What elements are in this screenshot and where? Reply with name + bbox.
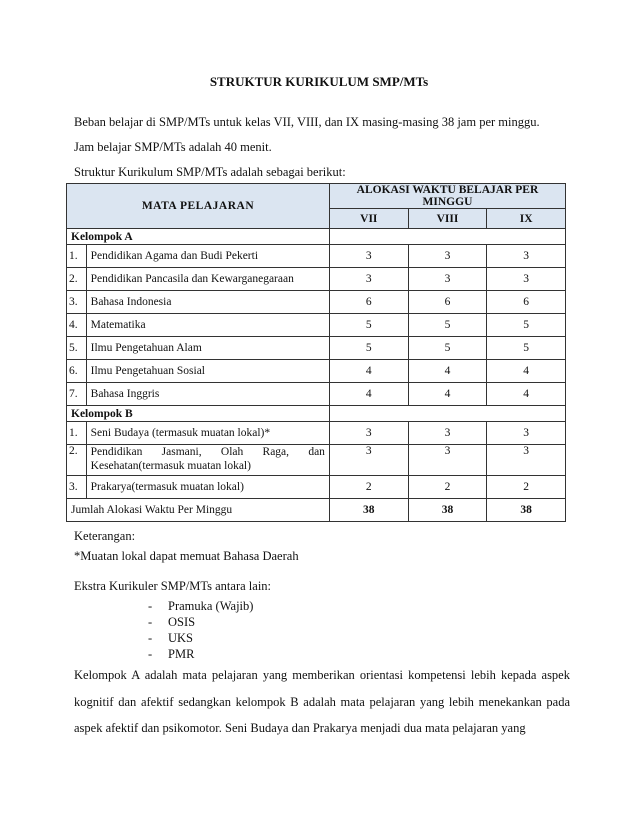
row-number: 3. xyxy=(67,476,87,499)
row-number: 1. xyxy=(67,422,87,445)
value-vii: 6 xyxy=(329,291,408,314)
ekstra-item: UKS xyxy=(168,631,194,645)
document-title: STRUKTUR KURIKULUM SMP/MTs xyxy=(209,74,429,89)
list-item: - UKS xyxy=(148,631,194,645)
intro-paragraph xyxy=(74,110,569,160)
table-row xyxy=(67,360,566,383)
value-viii: 4 xyxy=(408,383,487,406)
notes-section xyxy=(74,526,299,566)
ekstra-item: Pramuka (Wajib) xyxy=(168,599,254,613)
value-viii: 6 xyxy=(408,291,487,314)
header-grade-viii: VIII xyxy=(408,209,487,229)
value-viii: 3 xyxy=(408,422,487,445)
structure-intro: Struktur Kurikulum SMP/MTs adalah sebagai berikut: xyxy=(74,165,346,179)
total-label: Jumlah Alokasi Waktu Per Minggu xyxy=(67,499,330,522)
row-number: 7. xyxy=(67,383,87,406)
value-ix: 4 xyxy=(487,383,566,406)
table-row xyxy=(67,445,566,476)
header-allocation: ALOKASI WAKTU BELAJAR PER MINGGU xyxy=(329,184,565,209)
ekstra-intro: Ekstra Kurikuler SMP/MTs antara lain: xyxy=(74,579,272,593)
value-ix: 2 xyxy=(487,476,566,499)
row-number: 2. xyxy=(67,445,87,476)
curriculum-table xyxy=(66,183,566,522)
subject-name: Prakarya(termasuk muatan lokal) xyxy=(86,476,329,499)
value-ix: 3 xyxy=(487,422,566,445)
row-number: 4. xyxy=(67,314,87,337)
total-ix: 38 xyxy=(487,499,566,522)
group-a-label: Kelompok A xyxy=(67,229,330,245)
value-ix: 3 xyxy=(487,445,566,476)
table-row xyxy=(67,291,566,314)
row-number: 5. xyxy=(67,337,87,360)
table-row xyxy=(67,314,566,337)
value-viii: 3 xyxy=(408,268,487,291)
group-b-label: Kelompok B xyxy=(67,406,330,422)
row-number: 6. xyxy=(67,360,87,383)
row-number: 3. xyxy=(67,291,87,314)
value-viii: 2 xyxy=(408,476,487,499)
value-viii: 3 xyxy=(408,245,487,268)
ekstra-item: PMR xyxy=(168,647,195,661)
value-ix: 6 xyxy=(487,291,566,314)
notes-text: *Muatan lokal dapat memuat Bahasa Daerah xyxy=(74,549,299,563)
value-vii: 4 xyxy=(329,383,408,406)
total-row xyxy=(67,499,566,522)
value-viii: 4 xyxy=(408,360,487,383)
total-vii: 38 xyxy=(329,499,408,522)
ekstra-list xyxy=(148,598,253,662)
table-row xyxy=(67,268,566,291)
table-row xyxy=(67,383,566,406)
value-vii: 3 xyxy=(329,268,408,291)
value-viii: 3 xyxy=(408,445,487,476)
closing-paragraph: Kelompok A adalah mata pelajaran yang memberikan orientasi kompetensi lebih kepada aspek kognitif dan afektif sedangkan kelompok B adalah mata pelajaran yang lebih menekankan pada aspek afektif dan psikomotor. Seni Budaya dan Prakarya menjadi dua mata pelajaran yang xyxy=(74,668,570,735)
value-vii: 3 xyxy=(329,445,408,476)
intro-line-1: Beban belajar di SMP/MTs untuk kelas VII, VIII, dan IX masing-masing 38 jam per minggu. xyxy=(74,115,540,129)
value-vii: 3 xyxy=(329,245,408,268)
subject-name: Pendidikan Jasmani, Olah Raga, dan Kesehatan(termasuk muatan lokal) xyxy=(86,445,329,476)
value-ix: 3 xyxy=(487,268,566,291)
value-vii: 5 xyxy=(329,314,408,337)
value-ix: 4 xyxy=(487,360,566,383)
header-grade-ix: IX xyxy=(487,209,566,229)
table-row xyxy=(67,476,566,499)
table-row xyxy=(67,422,566,445)
value-vii: 5 xyxy=(329,337,408,360)
row-number: 1. xyxy=(67,245,87,268)
list-item: - PMR xyxy=(148,647,195,661)
value-ix: 5 xyxy=(487,314,566,337)
value-vii: 4 xyxy=(329,360,408,383)
subject-name: Matematika xyxy=(86,314,329,337)
subject-name: Pendidikan Agama dan Budi Pekerti xyxy=(86,245,329,268)
header-subject: MATA PELAJARAN xyxy=(67,184,330,229)
value-ix: 3 xyxy=(487,245,566,268)
subject-name: Bahasa Inggris xyxy=(86,383,329,406)
list-item: - OSIS xyxy=(148,615,196,629)
value-viii: 5 xyxy=(408,314,487,337)
intro-line-2: Jam belajar SMP/MTs adalah 40 menit. xyxy=(74,140,272,154)
subject-name: Seni Budaya (termasuk muatan lokal)* xyxy=(86,422,329,445)
subject-name: Bahasa Indonesia xyxy=(86,291,329,314)
header-grade-vii: VII xyxy=(329,209,408,229)
ekstra-item: OSIS xyxy=(168,615,196,629)
value-vii: 3 xyxy=(329,422,408,445)
value-vii: 2 xyxy=(329,476,408,499)
subject-name: Ilmu Pengetahuan Alam xyxy=(86,337,329,360)
total-viii: 38 xyxy=(408,499,487,522)
subject-name: Pendidikan Pancasila dan Kewarganegaraan xyxy=(86,268,329,291)
value-ix: 5 xyxy=(487,337,566,360)
subject-name: Ilmu Pengetahuan Sosial xyxy=(86,360,329,383)
notes-label: Keterangan: xyxy=(74,529,136,543)
row-number: 2. xyxy=(67,268,87,291)
table-row xyxy=(67,337,566,360)
list-item: - Pramuka (Wajib) xyxy=(148,599,254,613)
table-row xyxy=(67,245,566,268)
value-viii: 5 xyxy=(408,337,487,360)
